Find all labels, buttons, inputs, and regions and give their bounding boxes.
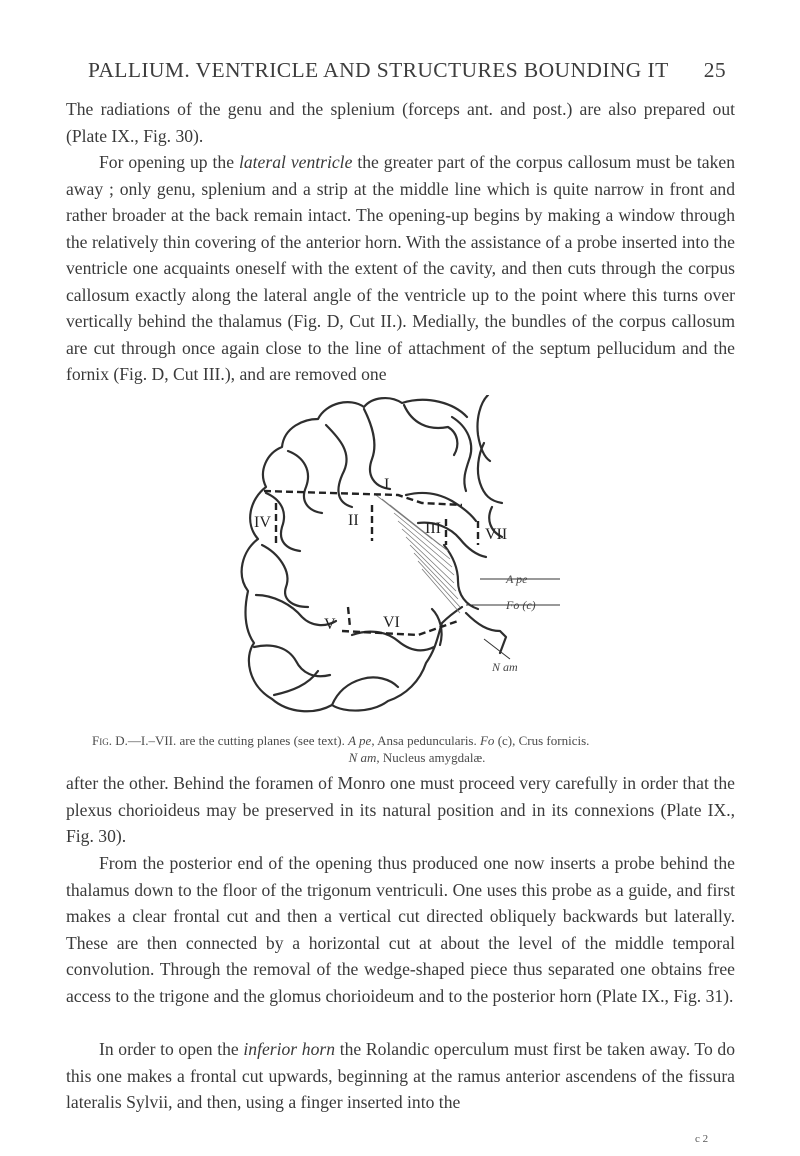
paragraph-1: The radiations of the genu and the splenium (forceps ant. and post.) are also prepared out (Plate IX., Fig. 30). xyxy=(66,99,735,146)
label-cut-iii: III xyxy=(425,520,441,537)
brain-section-drawing xyxy=(222,395,562,717)
figure-caption xyxy=(92,732,742,766)
paragraph-5-emphasis: inferior horn xyxy=(243,1039,336,1059)
label-cut-vii: VII xyxy=(485,526,508,543)
paragraph-5-start: In order to open the xyxy=(99,1039,244,1059)
paragraph-4: From the posterior end of the opening thus produced one now inserts a probe behind the thalamus down to the floor of the trigonum ventriculi. One uses this probe as a guide, and first makes a clear frontal cut and then a vertical cut directed obliquely backwards but laterally. These are then connected by a horizontal cut at about the level of the middle temporal convolution. Through the removal of the wedge-shaped piece thus separated one obtains free access to the trigone and the glomus chorioideum and to the posterior horn (Plate IX., Fig. 31). xyxy=(66,853,735,1006)
running-title: PALLIUM. VENTRICLE AND STRUCTURES BOUNDING IT xyxy=(88,58,669,82)
paragraph-2-start: For opening up the xyxy=(99,152,239,172)
caption-nam-abbr: N am xyxy=(348,750,377,765)
paragraph-2 xyxy=(66,149,735,388)
figure-d-brain-section xyxy=(222,395,562,717)
label-crus-fornicis: Fo (c) xyxy=(506,598,536,612)
label-cut-vi: VI xyxy=(383,614,400,631)
caption-fo-abbr: Fo xyxy=(479,733,495,748)
label-cut-v: V xyxy=(324,616,336,633)
signature-mark: c 2 xyxy=(695,1133,709,1145)
paragraph-5-rest: the Rolandic operculum must first be taken away. To do this one makes a frontal cut upwards, beginning at the ramus anterior ascendens of the fissura lateralis Sylvii, and then, using a finger inserted into the xyxy=(66,1039,735,1113)
page-number: 25 xyxy=(703,58,726,82)
paragraph-2-rest: the greater part of the corpus callosum must be taken away ; only genu, splenium and a strip at the middle line which is quite narrow in front and rather broader at the back remain intact. The opening-up begins by making a window through the relatively thin covering of the anterior horn. With the assistance of a probe inserted into the ventricle one acquaints oneself with the extent of the cavity, and then cuts through the corpus callosum exactly along the lateral angle of the ventricle up to the point where this turns over vertically behind the thalamus (Fig. D, Cut II.). Medially, the bundles of the corpus callosum are cut through once again close to the line of attachment of the septum pellucidum and the fornix (Fig. D, Cut III.), and are removed one xyxy=(66,152,735,385)
label-cut-i: I xyxy=(384,476,390,493)
caption-cut-planes: —I.–VII. are the cutting planes (see text). xyxy=(127,733,349,748)
caption-fo-text: (c), Crus fornicis. xyxy=(494,733,590,748)
paragraph-5 xyxy=(66,1036,735,1116)
caption-nam-text: , Nucleus amygdalæ. xyxy=(376,750,486,765)
caption-ape-text: , Ansa peduncularis. xyxy=(371,733,480,748)
paragraph-2-emphasis: lateral ventricle xyxy=(238,152,353,172)
caption-ape-abbr: A pe xyxy=(348,733,372,748)
label-cut-ii: II xyxy=(348,512,359,529)
paragraph-3: after the other. Behind the foramen of Monro one must proceed very carefully in order that the plexus chorioideus may be preserved in its natural position and in its connexions (Plate IX., Fig. 30). xyxy=(66,773,735,847)
label-ansa-peduncularis: A pe xyxy=(506,572,528,586)
label-nucleus-amygdalae: N am xyxy=(492,660,518,674)
label-cut-iv: IV xyxy=(254,514,271,531)
caption-fig-label: Fig. D. xyxy=(92,733,128,748)
